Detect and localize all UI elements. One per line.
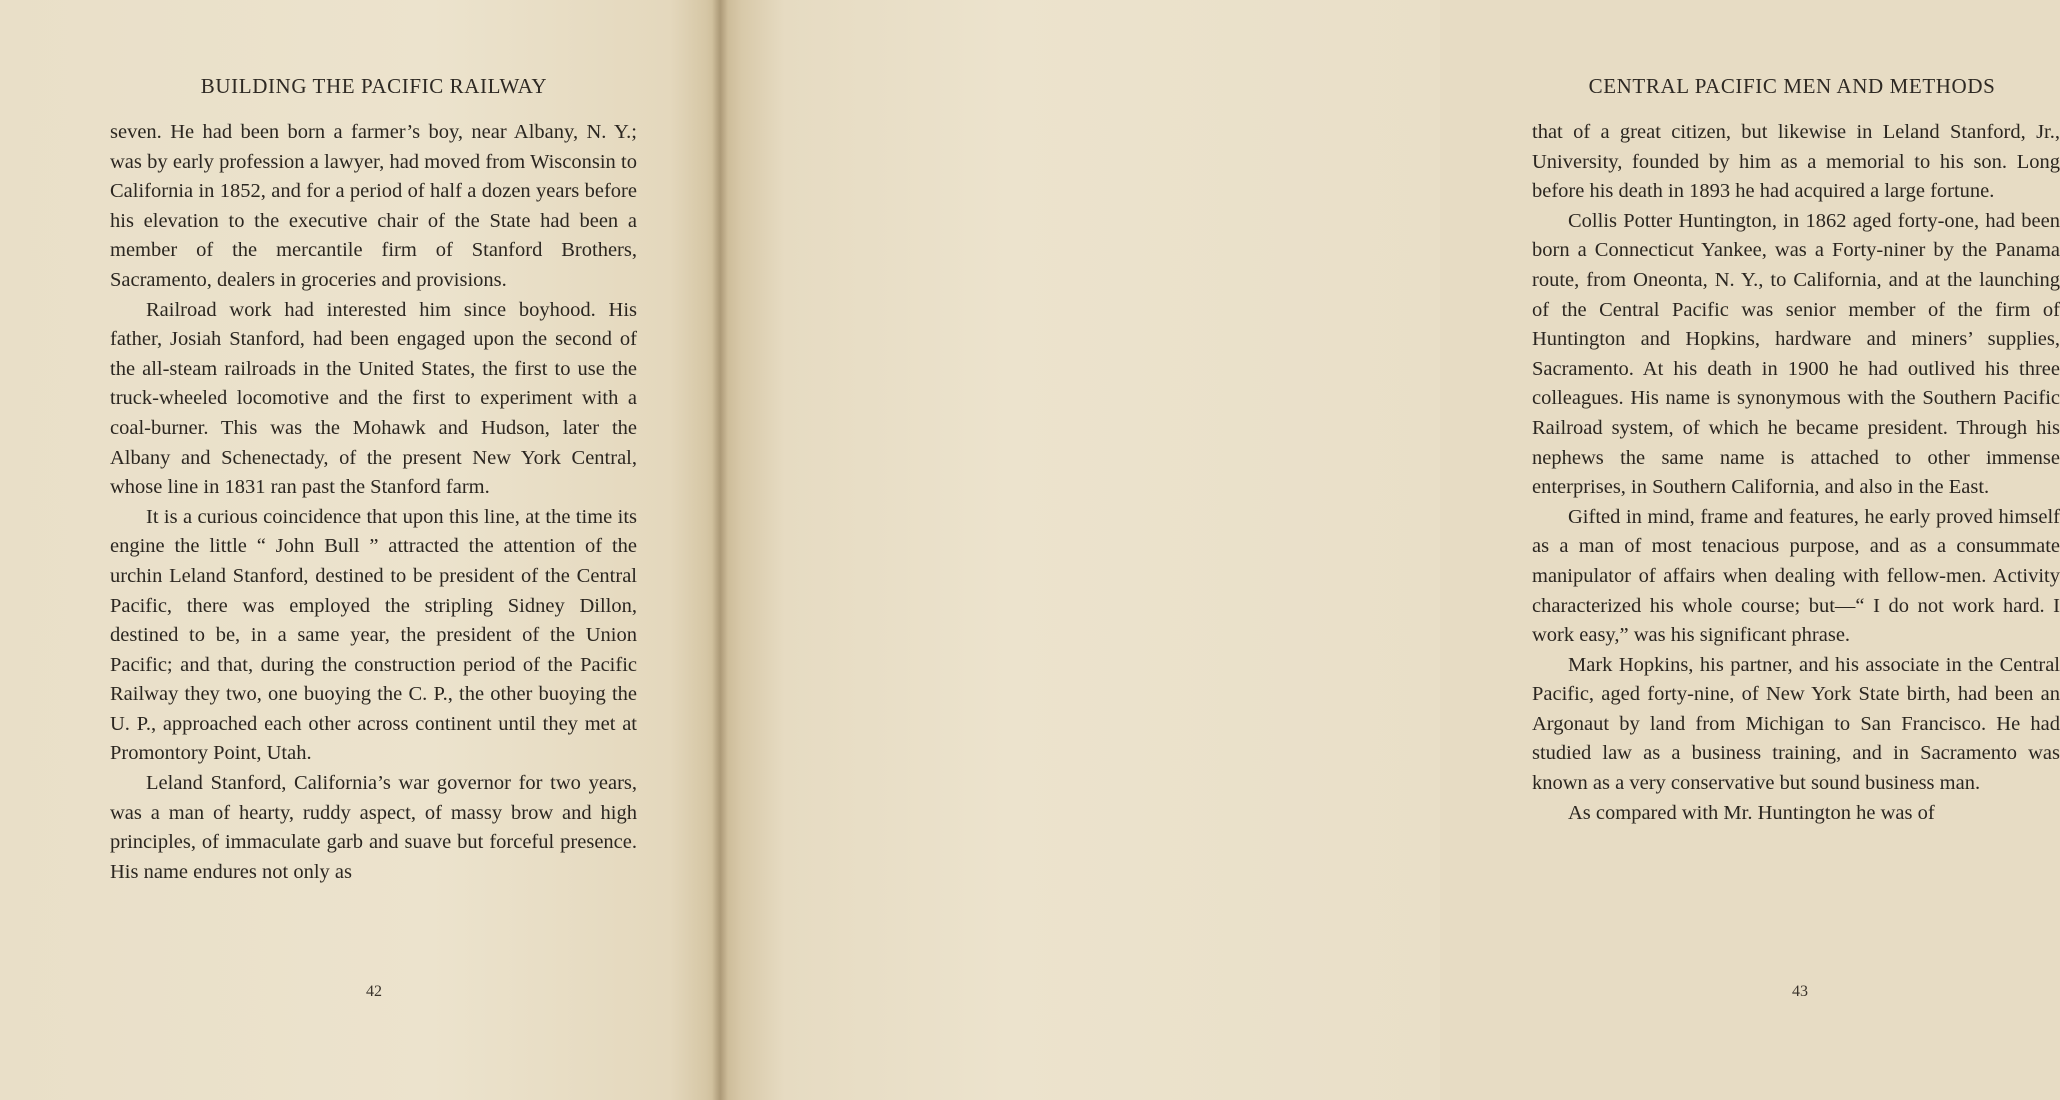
- paragraph: As compared with Mr. Huntington he was of: [1568, 801, 1935, 824]
- paragraph: Collis Potter Huntington, in 1862 aged forty-one, had been born a Connecticut Yankee, was a Forty-niner by the Panama route, from Oneonta, N. Y., to California, and at the launching of the Central Pacific was senior member of the firm of Huntington and Hopkins, hardware and miners’ supplies, Sacramento. At his death in 1900 he had outlived his three colleagues. His name is synonymous with the Southern Pacific Railroad system, of which he became president. Through his nephews the same name is attached to other immense enterprises, in Southern California, and also in the East.: [1532, 209, 2060, 499]
- page-number-left: 42: [366, 983, 382, 1000]
- right-page: [720, 0, 2060, 1100]
- paragraph: It is a curious coincidence that upon this line, at the time its engine the little “ John Bull ” attracted the attention of the urchin Leland Stanford, destined to be president of the Central Pacific, there was employed the stripling Sidney Dillon, destined to be, in a same year, the president of the Union Pacific; and that, during the construction period of the Pacific Railway they two, one buoying the C. P., the other buoying the U. P., approached each other across continent until they met at Promontory Point, Utah.: [110, 505, 637, 765]
- left-page: [0, 0, 720, 1100]
- page-number-right: 43: [1792, 983, 1808, 1000]
- body-text-left: [110, 118, 637, 887]
- paragraph: Railroad work had interested him since boyhood. His father, Josiah Stanford, had been engaged upon the second of the all-steam railroads in the United States, the first to use the truck-wheeled locomotive and the first to experiment with a coal-burner. This was the Mohawk and Hudson, later the Albany and Schenectady, of the present New York Central, whose line in 1831 ran past the Stanford farm.: [110, 298, 637, 499]
- paragraph: that of a great citizen, but likewise in Leland Stanford, Jr., University, founded by him as a memorial to his son. Long before his death in 1893 he had acquired a large fortune.: [1532, 121, 2060, 203]
- paragraph: Gifted in mind, frame and features, he early proved himself as a man of most tenacious purpose, and as a consummate manipulator of affairs when dealing with fellow-men. Activity characterized his whole course; but—“ I do not work hard. I work easy,” was his significant phrase.: [1532, 505, 2060, 647]
- running-head-left: BUILDING THE PACIFIC RAILWAY: [200, 74, 548, 98]
- paragraph: seven. He had been born a farmer’s boy, near Albany, N. Y.; was by early profession a lawyer, had moved from Wisconsin to California in 1852, and for a period of half a dozen years before his elevation to the executive chair of the State had been a member of the mercantile firm of Stanford Brothers, Sacramento, dealers in groceries and provisions.: [110, 121, 637, 291]
- body-text-right: [1532, 118, 2060, 828]
- paragraph: Mark Hopkins, his partner, and his associate in the Central Pacific, aged forty-nine, of New York State birth, had been an Argonaut by land from Michigan to San Francisco. He had studied law as a business training, and in Sacramento was known as a very conservative but sound business man.: [1532, 653, 2060, 795]
- running-head-right: CENTRAL PACIFIC MEN AND METHODS: [1588, 74, 1996, 98]
- paragraph: Leland Stanford, California’s war governor for two years, was a man of hearty, ruddy aspect, of massy brow and high principles, of immaculate garb and suave but forceful presence. His name endures not only as: [110, 772, 637, 883]
- book-gutter: [712, 0, 728, 1100]
